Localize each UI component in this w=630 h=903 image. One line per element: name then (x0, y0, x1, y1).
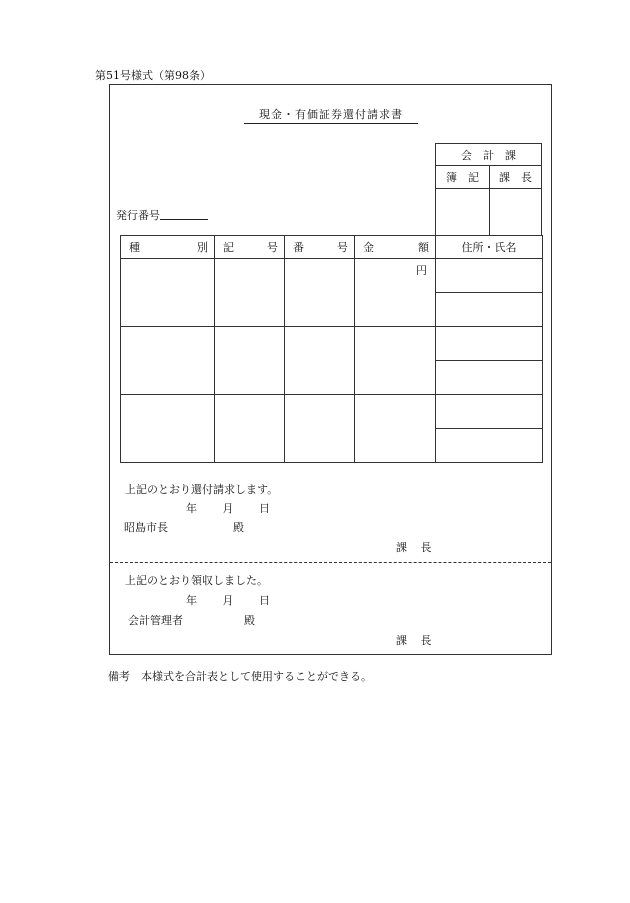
name-cell[interactable] (436, 361, 543, 395)
header-number: 番 号 (285, 236, 355, 259)
section-chief-label: 課 長 (490, 166, 542, 189)
receipt-statement: 上記のとおり領収しました。 (125, 574, 268, 587)
receipt-date[interactable]: 年 月 日 (186, 594, 270, 607)
manager-honorific: 殿 (244, 614, 255, 627)
header-type: 種 別 (121, 236, 215, 259)
type-cell[interactable] (121, 327, 215, 395)
issue-number-label: 発行番号 (116, 209, 160, 222)
mayor-addressee: 昭島市長 (124, 521, 168, 534)
address-cell[interactable] (436, 259, 543, 293)
request-date[interactable]: 年 月 日 (186, 502, 270, 515)
request-signer: 課 長 (396, 541, 432, 554)
amount-cell[interactable] (355, 259, 436, 327)
symbol-cell[interactable] (215, 259, 285, 327)
accounting-approval-box (435, 143, 542, 236)
mayor-honorific: 殿 (233, 521, 244, 534)
bookkeeping-stamp-cell[interactable] (436, 189, 490, 236)
amount-cell[interactable] (355, 327, 436, 395)
form-reference: 第51号様式（第98条） (95, 69, 211, 82)
address-cell[interactable] (436, 327, 543, 361)
header-address-name: 住所・氏名 (436, 236, 543, 259)
address-cell[interactable] (436, 395, 543, 429)
securities-table (120, 235, 543, 463)
cut-line (110, 562, 551, 563)
symbol-cell[interactable] (215, 395, 285, 463)
name-cell[interactable] (436, 293, 543, 327)
request-statement: 上記のとおり還付請求します。 (125, 483, 279, 496)
accounting-header: 会 計 課 (436, 144, 542, 166)
section-chief-stamp-cell[interactable] (490, 189, 542, 236)
amount-cell[interactable] (355, 395, 436, 463)
number-cell[interactable] (285, 327, 355, 395)
number-cell[interactable] (285, 259, 355, 327)
type-cell[interactable] (121, 259, 215, 327)
receipt-signer: 課 長 (396, 634, 432, 647)
number-cell[interactable] (285, 395, 355, 463)
name-cell[interactable] (436, 429, 543, 463)
type-cell[interactable] (121, 395, 215, 463)
symbol-cell[interactable] (215, 327, 285, 395)
bookkeeping-label: 簿 記 (436, 166, 490, 189)
remarks-note: 備考 本様式を合計表として使用することができる。 (108, 670, 372, 683)
header-amount: 金 額 (355, 236, 436, 259)
manager-addressee: 会計管理者 (128, 614, 183, 627)
header-symbol: 記 号 (215, 236, 285, 259)
yen-unit: 円 (416, 264, 427, 277)
form-title: 現金・有価証券還付請求書 (244, 106, 418, 124)
issue-number-field[interactable] (160, 219, 208, 220)
